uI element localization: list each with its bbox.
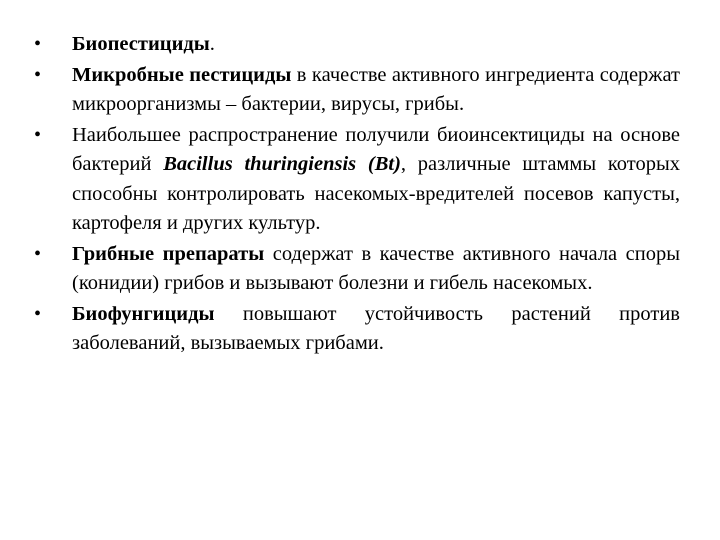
bullet-marker: • (34, 33, 42, 55)
bullet-text: в качестве активного ингредиента содержат микроорганизмы – бактерии, вирусы, грибы. (72, 63, 680, 115)
term-biopesticides: Биопестициды (72, 33, 210, 55)
bullet-item-bioinsecticides (30, 121, 680, 239)
bullet-text: , различные штаммы которых способны контролировать насекомых-вредителей посевов капусты, картофеля и других культур. (72, 153, 680, 234)
bullet-text: содержат в качестве активного начала споры (конидии) грибов и вызывают болезни и гибель насекомых. (72, 242, 681, 294)
bullet-marker: • (34, 63, 42, 86)
term-microbial-pesticides: Микробные пестициды (72, 63, 292, 86)
bullet-item-fungal-preparations (30, 240, 680, 299)
bullet-text: повышают устойчивость растений против заболеваний, вызываемых грибами. (72, 302, 680, 354)
bullet-marker: • (34, 123, 42, 146)
bullet-text: . (209, 33, 215, 55)
bullet-list (30, 30, 680, 360)
bullet-item-biopesticides (30, 30, 680, 60)
bullet-marker: • (34, 242, 42, 265)
bullet-marker: • (34, 302, 42, 325)
term-bacillus-thuringiensis: Bacillus thuringiensis (Bt) (163, 153, 401, 175)
term-biofungicides: Биофунгициды (72, 302, 215, 325)
bullet-text: Наибольшее распространение получили биоинсектициды на основе бактерий (72, 123, 680, 175)
bullet-item-microbial-pesticides (30, 61, 680, 120)
bullet-item-biofungicides (30, 300, 680, 359)
term-fungal-preparations: Грибные препараты (72, 242, 265, 265)
